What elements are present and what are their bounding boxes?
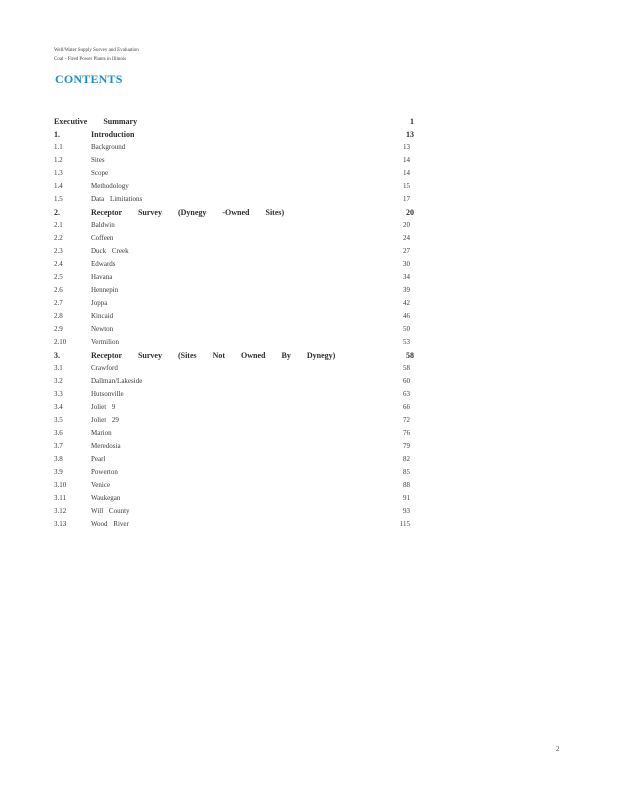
toc-entry-label[interactable]: Marion bbox=[91, 429, 112, 437]
toc-subsection-row[interactable] bbox=[54, 180, 414, 193]
toc-entry-page: 42 bbox=[403, 299, 410, 307]
toc-entry-number: 3.11 bbox=[54, 494, 66, 502]
toc-subsection-row[interactable] bbox=[54, 245, 414, 258]
toc-entry-number: 3.13 bbox=[54, 520, 67, 528]
toc-entry-label[interactable]: Joliet 29 bbox=[91, 416, 119, 424]
toc-entry-page: 13 bbox=[406, 130, 414, 139]
toc-entry-page: 58 bbox=[406, 351, 414, 360]
toc-entry-label[interactable]: Baldwin bbox=[91, 221, 115, 229]
toc-entry-label[interactable]: Executive Summary bbox=[54, 117, 138, 126]
toc-entry-page: 1 bbox=[410, 117, 414, 126]
toc-subsection-row[interactable] bbox=[54, 284, 414, 297]
toc-entry-page: 79 bbox=[403, 442, 410, 450]
toc-entry-number: 3. bbox=[54, 351, 60, 360]
toc-section-row[interactable] bbox=[54, 349, 414, 362]
toc-subsection-row[interactable] bbox=[54, 505, 414, 518]
page-number: 2 bbox=[556, 745, 560, 753]
toc-entry-label[interactable]: Hennepin bbox=[91, 286, 119, 294]
toc-section-row[interactable] bbox=[54, 206, 414, 219]
toc-subsection-row[interactable] bbox=[54, 141, 414, 154]
toc-subsection-row[interactable] bbox=[54, 336, 414, 349]
toc-entry-page: 27 bbox=[403, 247, 410, 255]
toc-entry-number: 1.1 bbox=[54, 143, 63, 151]
toc-entry-number: 2.4 bbox=[54, 260, 63, 268]
toc-subsection-row[interactable] bbox=[54, 375, 414, 388]
toc-subsection-row[interactable] bbox=[54, 154, 414, 167]
toc-entry-number: 3.6 bbox=[54, 429, 63, 437]
toc-entry-label[interactable]: Will County bbox=[91, 507, 130, 515]
toc-entry-number: 2.2 bbox=[54, 234, 63, 242]
toc-entry-number: 2. bbox=[54, 208, 60, 217]
toc-entry-number: 3.1 bbox=[54, 364, 63, 372]
toc-entry-page: 50 bbox=[403, 325, 410, 333]
toc-entry-page: 20 bbox=[406, 208, 414, 217]
toc-subsection-row[interactable] bbox=[54, 167, 414, 180]
toc-entry-label[interactable]: Joppa bbox=[91, 299, 108, 307]
toc-subsection-row[interactable] bbox=[54, 492, 414, 505]
toc-entry-number: 1.2 bbox=[54, 156, 63, 164]
toc-subsection-row[interactable] bbox=[54, 219, 414, 232]
toc-entry-number: 3.12 bbox=[54, 507, 67, 515]
toc-entry-label[interactable]: Joliet 9 bbox=[91, 403, 116, 411]
toc-entry-page: 85 bbox=[403, 468, 410, 476]
toc-entry-page: 53 bbox=[403, 338, 410, 346]
toc-entry-label[interactable]: Powerton bbox=[91, 468, 118, 476]
toc-subsection-row[interactable] bbox=[54, 258, 414, 271]
toc-entry-label[interactable]: Scope bbox=[91, 169, 109, 177]
toc-entry-number: 1.3 bbox=[54, 169, 63, 177]
toc-entry-number: 2.1 bbox=[54, 221, 63, 229]
toc-entry-label[interactable]: Data Limitations bbox=[91, 195, 143, 203]
table-of-contents bbox=[54, 115, 414, 531]
toc-entry-label[interactable]: Vermilion bbox=[91, 338, 119, 346]
toc-entry-label[interactable]: Edwards bbox=[91, 260, 116, 268]
toc-entry-page: 24 bbox=[403, 234, 410, 242]
toc-entry-page: 13 bbox=[403, 143, 410, 151]
toc-entry-label[interactable]: Sites bbox=[91, 156, 105, 164]
toc-subsection-row[interactable] bbox=[54, 323, 414, 336]
toc-entry-label[interactable]: Waukegan bbox=[91, 494, 121, 502]
toc-entry-number: 2.7 bbox=[54, 299, 63, 307]
toc-entry-label[interactable]: Introduction bbox=[91, 130, 135, 139]
toc-entry-number: 2.10 bbox=[54, 338, 67, 346]
toc-entry-label[interactable]: Crawford bbox=[91, 364, 118, 372]
toc-subsection-row[interactable] bbox=[54, 271, 414, 284]
toc-entry-number: 1.5 bbox=[54, 195, 63, 203]
toc-entry-number: 3.4 bbox=[54, 403, 63, 411]
toc-entry-label[interactable]: Receptor Survey (Sites Not Owned By Dynegy) bbox=[91, 351, 336, 360]
toc-entry-page: 88 bbox=[403, 481, 410, 489]
toc-entry-page: 66 bbox=[403, 403, 410, 411]
toc-entry-number: 3.7 bbox=[54, 442, 63, 450]
toc-entry-page: 58 bbox=[403, 364, 410, 372]
toc-entry-label[interactable]: Wood River bbox=[91, 520, 129, 528]
toc-entry-label[interactable]: Kincaid bbox=[91, 312, 114, 320]
toc-entry-page: 76 bbox=[403, 429, 410, 437]
toc-entry-number: 3.2 bbox=[54, 377, 63, 385]
toc-entry-label[interactable]: Receptor Survey (Dynegy -Owned Sites) bbox=[91, 208, 285, 217]
toc-entry-number: 2.9 bbox=[54, 325, 63, 333]
toc-entry-number: 3.9 bbox=[54, 468, 63, 476]
toc-entry-label[interactable]: Havana bbox=[91, 273, 113, 281]
toc-entry-page: 93 bbox=[403, 507, 410, 515]
toc-entry-page: 14 bbox=[403, 156, 410, 164]
toc-entry-page: 14 bbox=[403, 169, 410, 177]
toc-entry-label[interactable]: Background bbox=[91, 143, 126, 151]
toc-entry-number: 1.4 bbox=[54, 182, 63, 190]
toc-subsection-row[interactable] bbox=[54, 388, 414, 401]
toc-entry-page: 82 bbox=[403, 455, 410, 463]
toc-entry-label[interactable]: Pearl bbox=[91, 455, 106, 463]
toc-entry-page: 34 bbox=[403, 273, 410, 281]
running-header-line-1: Well/Water Supply Survey and Evaluation bbox=[54, 48, 139, 53]
toc-entry-label[interactable]: Hutsonville bbox=[91, 390, 124, 398]
toc-entry-number: 3.5 bbox=[54, 416, 63, 424]
toc-subsection-row[interactable] bbox=[54, 401, 414, 414]
toc-entry-page: 72 bbox=[403, 416, 410, 424]
running-header-line-2: Coal - Fired Power Plants in Illinois bbox=[54, 57, 127, 62]
toc-subsection-row[interactable] bbox=[54, 362, 414, 375]
toc-entry-page: 63 bbox=[403, 390, 410, 398]
toc-entry-number: 2.5 bbox=[54, 273, 63, 281]
toc-entry-number: 3.10 bbox=[54, 481, 67, 489]
toc-entry-label[interactable]: Coffeen bbox=[91, 234, 114, 242]
toc-entry-page: 39 bbox=[403, 286, 410, 294]
toc-subsection-row[interactable] bbox=[54, 440, 414, 453]
toc-entry-page: 46 bbox=[403, 312, 410, 320]
toc-entry-number: 2.6 bbox=[54, 286, 63, 294]
toc-entry-page: 17 bbox=[403, 195, 410, 203]
toc-entry-number: 1. bbox=[54, 130, 60, 139]
toc-entry-label[interactable]: Newton bbox=[91, 325, 114, 333]
toc-entry-page: 91 bbox=[403, 494, 410, 502]
contents-title: CONTENTS bbox=[55, 72, 123, 86]
toc-entry-number: 2.3 bbox=[54, 247, 63, 255]
toc-subsection-row[interactable] bbox=[54, 518, 414, 531]
toc-entry-label[interactable]: Dallman/Lakeside bbox=[91, 377, 143, 385]
toc-entry-number: 2.8 bbox=[54, 312, 63, 320]
toc-entry-page: 20 bbox=[403, 221, 410, 229]
toc-entry-label[interactable]: Duck Creek bbox=[91, 247, 129, 255]
toc-subsection-row[interactable] bbox=[54, 414, 414, 427]
toc-section-row[interactable] bbox=[54, 128, 414, 141]
toc-entry-page: 115 bbox=[399, 520, 410, 528]
toc-entry-label[interactable]: Meredosia bbox=[91, 442, 121, 450]
toc-entry-label[interactable]: Venice bbox=[91, 481, 111, 489]
toc-subsection-row[interactable] bbox=[54, 453, 414, 466]
toc-entry-number: 3.8 bbox=[54, 455, 63, 463]
toc-subsection-row[interactable] bbox=[54, 479, 414, 492]
toc-subsection-row[interactable] bbox=[54, 466, 414, 479]
toc-entry-page: 60 bbox=[403, 377, 410, 385]
toc-subsection-row[interactable] bbox=[54, 193, 414, 206]
toc-subsection-row[interactable] bbox=[54, 310, 414, 323]
toc-section-row[interactable] bbox=[54, 115, 414, 128]
toc-entry-page: 30 bbox=[403, 260, 410, 268]
toc-entry-number: 3.3 bbox=[54, 390, 63, 398]
toc-entry-page: 15 bbox=[403, 182, 410, 190]
toc-subsection-row[interactable] bbox=[54, 297, 414, 310]
toc-entry-label[interactable]: Methodology bbox=[91, 182, 129, 190]
toc-subsection-row[interactable] bbox=[54, 232, 414, 245]
toc-subsection-row[interactable] bbox=[54, 427, 414, 440]
